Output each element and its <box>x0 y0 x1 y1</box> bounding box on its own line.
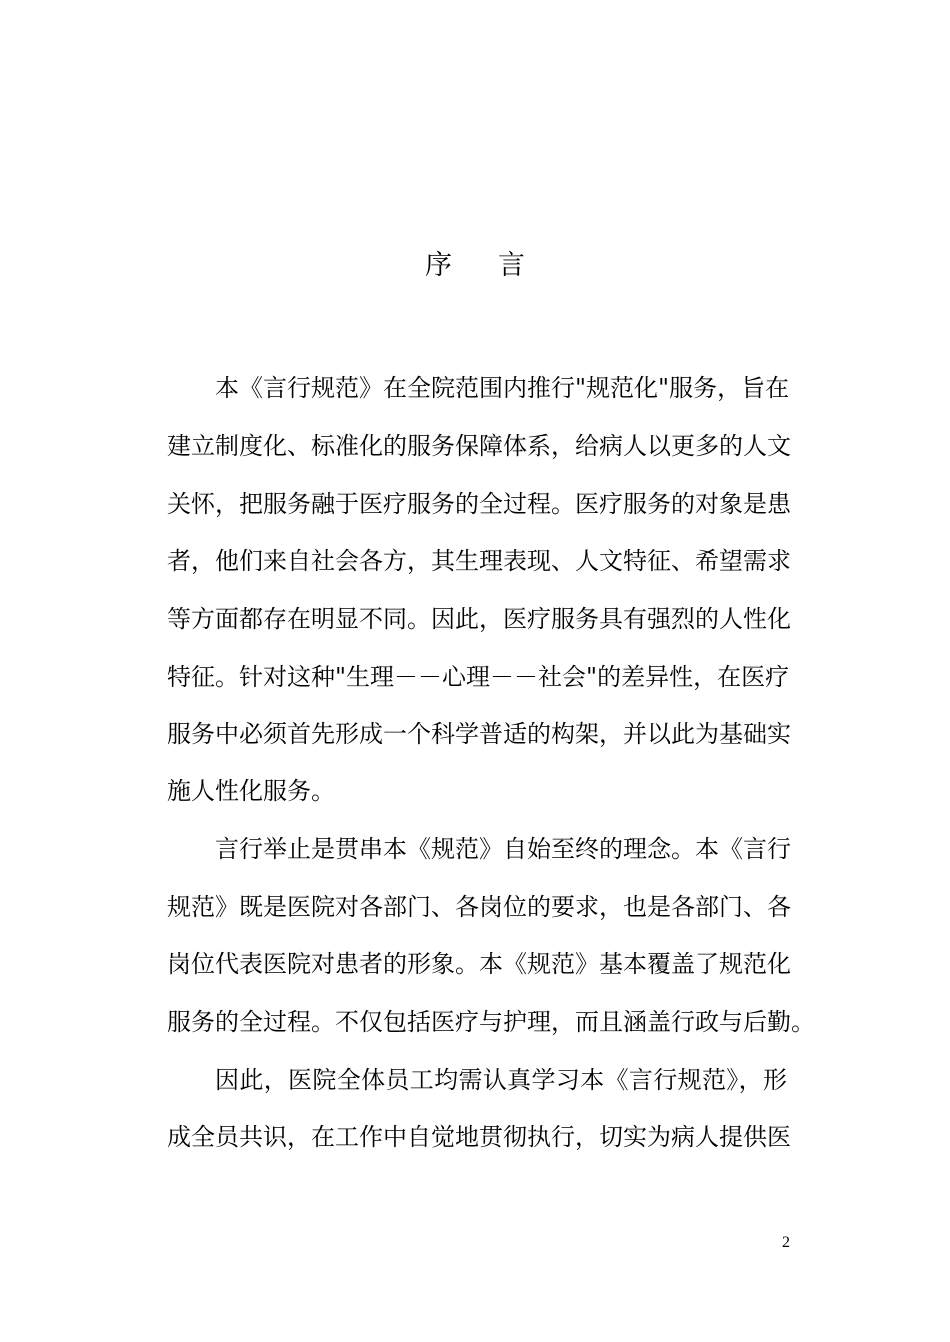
paragraph-1-line-4: 者，他们来自社会各方，其生理表现、人文特征、希望需求 <box>167 547 791 575</box>
paragraph-1-line-8: 施人性化服务。 <box>167 777 335 805</box>
paragraph-1-line-5: 等方面都存在明显不同。因此，医疗服务具有强烈的人性化 <box>167 605 791 633</box>
page-number: 2 <box>782 1234 790 1251</box>
paragraph-3-line-1: 因此，医院全体员工均需认真学习本《言行规范》，形 <box>215 1066 787 1094</box>
paragraph-1-line-7: 服务中必须首先形成一个科学普适的构架，并以此为基础实 <box>167 720 791 748</box>
title-char-1: 序 <box>425 250 452 281</box>
paragraph-1-line-6: 特征。针对这种"生理－－心理－－社会"的差异性，在医疗 <box>167 663 790 691</box>
paragraph-3-line-2: 成全员共识，在工作中自觉地贯彻执行，切实为病人提供医 <box>167 1123 791 1151</box>
paragraph-1-line-1: 本《言行规范》在全院范围内推行"规范化"服务，旨在 <box>215 374 790 402</box>
paragraph-2-line-1: 言行举止是贯串本《规范》自始至终的理念。本《言行 <box>215 835 791 863</box>
title-char-2: 言 <box>498 250 525 281</box>
paragraph-2-line-3: 岗位代表医院对患者的形象。本《规范》基本覆盖了规范化 <box>167 950 791 978</box>
page-title <box>0 246 950 286</box>
paragraph-1-line-2: 建立制度化、标准化的服务保障体系，给病人以更多的人文 <box>167 432 791 460</box>
paragraph-2-line-2: 规范》既是医院对各部门、各岗位的要求，也是各部门、各 <box>167 893 791 921</box>
paragraph-2-line-4: 服务的全过程。不仅包括医疗与护理，而且涵盖行政与后勤。 <box>167 1008 815 1036</box>
paragraph-1-line-3: 关怀，把服务融于医疗服务的全过程。医疗服务的对象是患 <box>167 490 791 518</box>
